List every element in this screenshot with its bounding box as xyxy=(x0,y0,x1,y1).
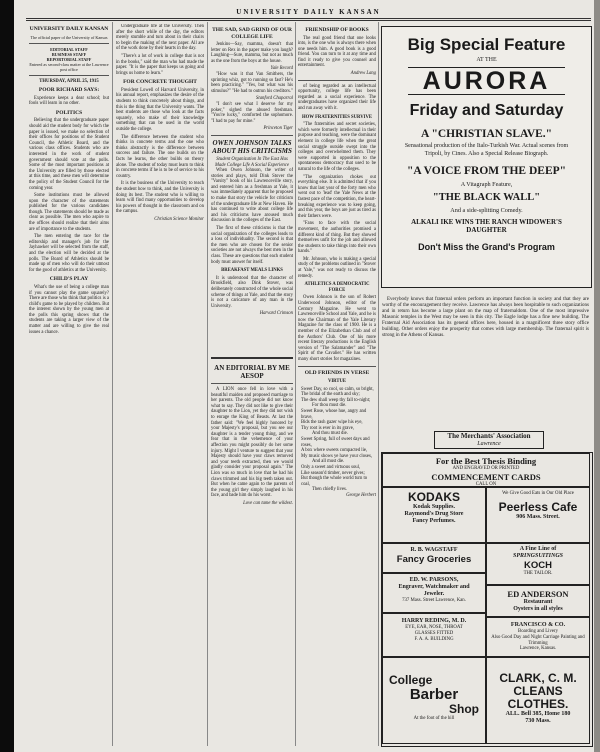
ad-footer: Don't Miss the Grand's Program xyxy=(418,242,555,252)
article-paragraph: The difference between the student who thinks in concrete terms and the one who thinks abstractly is the difference between success and failure. The one builds on the facts he learns, the other builds on theory alone. The student of today must learn to think in concrete terms if he is to be of service to his country. xyxy=(116,134,204,179)
clark-address: 730 Mass. xyxy=(525,718,551,724)
reding-doctor-ad xyxy=(382,613,486,657)
poem-line: And all must die. xyxy=(312,459,345,465)
heading-friendship-books: FRIENDSHIP OF BOOKS xyxy=(305,27,369,33)
column-four xyxy=(298,24,376,746)
wagstaff-ad xyxy=(382,543,486,573)
article-paragraph: It is the business of the University to teach the student how to think, and the University is doing its best. The student who is willing to learn will find many opportunities to develop his powers of thought in the classroom and on the campus. xyxy=(116,181,204,215)
subheading: BREAKFAST MEALS LINKS xyxy=(221,268,283,274)
article-source: Stanford Chaparral xyxy=(256,96,293,102)
reding-line-b: GLASSES FITTED xyxy=(414,630,454,636)
masthead-staff: BUSINESS STAFF xyxy=(51,51,87,57)
article-paragraph: Everybody knows that fraternal orders perform an important function in society and that they are worthy of the encouragement they receive. Lawrence has always been hospitable to such organizations and in return has become a large plant on the map of fraternaldom. One of the most impressive Masonic temples in the West may be seen in this city. The Eagle lodge has a fine new building. The Fraternal Aid Association has its general offices here, housed in a magnificent three story office building. Other orders enjoy the prosperity that comes with large membership. The fraternal spirit is strong in the Athens of Kansas. xyxy=(382,297,589,338)
column-editorial xyxy=(29,24,109,746)
poem-line: Sweet Day, so cool, so calm, so bright, xyxy=(301,386,374,392)
article-paragraph: "I don't see what I deserve for my poker," sighed the abused freshman. "You're lucky," comforted the sophomore. "I had to pay for mine." xyxy=(211,101,293,124)
article-paragraph: "Fans to face with the social movement, the authorities promised a different kind of thing. But they showed themselves unfit for the job and allowed the students to take things into their own hands." xyxy=(298,221,376,255)
article-paragraph: Some institutions must be allowed upon the character of the statements published for the various candidates though. The statements should be made as clear as possible. The men who aspire to the offices should realize that their aims are of importance to the students. xyxy=(29,193,109,232)
kodaks-ad xyxy=(382,487,486,543)
thesis-cards: COMMENCEMENT CARDS xyxy=(431,471,541,482)
tailor-sub: THE TAILOR. xyxy=(523,571,553,576)
poem-line: Sweet Rose, whose hue, angry and brave, xyxy=(301,409,367,420)
masthead-note: Entered as second-class matter at the Lawrence post office xyxy=(29,61,109,72)
barber-line-c: Shop xyxy=(449,702,479,716)
clark-line-c: CLOTHES. xyxy=(507,697,569,711)
column-rule xyxy=(378,22,379,746)
barber-location: At the foot of the hill xyxy=(413,716,455,721)
tailor-name: KOCH xyxy=(524,560,552,571)
merchants-association-box xyxy=(434,431,544,449)
column-rule xyxy=(295,22,296,746)
quote: Experience keeps a dear school; but fools will learn in no other. xyxy=(29,95,109,107)
article-paragraph: Believing that the undergraduate paper should aid the student body for which the paper is issued, we make no selection of their offices for positions of the Student Council, the Athletic Board, and the various class offices. Students who are interested in the work of student government should vote at the polls. Some of the most important positions at the University are filled by those elected at this time, and these men will determine the policy of the Student Council for the coming year. xyxy=(29,118,109,191)
college-barber-shop-ad xyxy=(382,657,486,744)
ad-theater-name: AURORA xyxy=(408,67,565,95)
anderson-name: ED ANDERSON xyxy=(507,589,569,599)
masthead-title: UNIVERSITY DAILY KANSAN xyxy=(29,26,109,32)
heading-sad-grind: THE SAD, SAD GRIND OF OUR COLLEGE LIFE xyxy=(212,27,292,40)
anderson-line-a: Restaurant xyxy=(523,599,553,605)
header-rule xyxy=(26,18,591,19)
poem-line: My music shows ye have your closes, xyxy=(301,453,372,459)
clark-line-b: CLEANS xyxy=(513,684,563,698)
issue-date: THURSDAY, APRIL 25, 1915 xyxy=(39,78,99,84)
kodaks-perfumes: Fancy Perfumes. xyxy=(412,518,456,524)
tailor-line-a: A Fine Line of xyxy=(519,546,557,552)
article-paragraph: Undergraduate life at the University. Then after the short while of the day, the editors merely stumble and turn about in their chairs to begin the making of the next paper. All are of the work done by their hearts in the day. xyxy=(116,24,204,52)
kodaks-title: KODAKS xyxy=(407,490,460,504)
thesis-binding-ad xyxy=(382,453,590,487)
ad-film-title: A "CHRISTIAN SLAVE." xyxy=(420,128,553,140)
header-rule-2 xyxy=(26,20,591,21)
heading-aesop: AN EDITORIAL BY ME AESOP xyxy=(214,364,290,380)
poem-line: But though the whole world turn to coal, xyxy=(301,476,368,487)
reding-line-a: EYE, EAR, NOSE, THROAT xyxy=(405,625,463,630)
ad-film-title: "A VOICE FROM THE DEEP" xyxy=(406,165,567,177)
clark-line-a: CLARK, C. M. xyxy=(499,671,577,685)
clark-cleaner-ad xyxy=(486,657,590,744)
ads-grid xyxy=(381,452,593,747)
kodaks-shop: Raymond's Drug Store xyxy=(404,511,464,517)
thesis-sub: AND ENGRAVED OR PRINTED xyxy=(452,466,520,471)
article-paragraph: Owen Johnson is the son of Robert Underwood Johnson, editor of the Century Magazine. He went to Lawrenceville School and Yale, and he is now the Chairman of the Yale Literary Magazine for the class of 1900. He is a member of the Elizabethan Club and of the Authors' Club. One of his more recent literary productions is the English version of "The Salamander" and "The Spirit of the Cavalier." He has written many short stories for magazines. xyxy=(298,295,376,362)
article-paragraph: "There's a lot of work in college that is not in the books," said the man who had made the paper. "It is the paper that keeps us going and brings us home to learn." xyxy=(116,53,204,76)
ad-headline: Big Special Feature xyxy=(407,35,566,54)
section-rule xyxy=(211,357,293,359)
poem-line: Like season'd timber, never gives; xyxy=(301,470,365,476)
article-paragraph: The real good friend that one looks into, is the one who is always there when one needs him. A good book is a good friend. You can turn to it at any time and find it ready to give you counsel and entertainment. xyxy=(298,35,376,69)
fraternal-orders-article xyxy=(382,297,589,429)
poem-line: The bridal of the earth and sky; xyxy=(301,392,360,398)
article-paragraph: of being regarded as an intellectual opportunity, college life has been regarded as a social experience. The undergraduates have organized their life and run away with it. xyxy=(298,83,376,112)
article-paragraph: "The fraternities and secret societies, which were formerly intellectual in their purpose and teaching, were the dominant element in college life when the great social struggle outside swept into the colleges and overwhelmed them. They were supported in opposition to the spontaneous democracy that used to be natural to the life of the colleges. xyxy=(298,122,376,172)
poem-line: And thou must die. xyxy=(312,431,348,437)
thesis-title: For the Best Thesis Binding xyxy=(435,456,537,466)
poem-line: Bids the rash gazer wipe his eye, xyxy=(301,420,363,426)
column-rule xyxy=(207,22,208,746)
column-three-lower xyxy=(211,361,293,746)
article-paragraph: The men entering the race for the editorship and manager's job for the Jayhawker will be selected from the staff, and the election will be decided at the polls. The Board of Athletics should be made up of men who will do their utmost for the good of athletics at the University. xyxy=(29,234,109,273)
ad-days: Friday and Saturday xyxy=(409,102,564,119)
reding-name: HARRY REDING, M. D. xyxy=(401,618,467,624)
article-subtitle: Student Organization In The East Has Made College Life A Social Experience xyxy=(215,156,289,168)
francisco-line-a: Boarding and Livery xyxy=(518,629,558,634)
reding-line-c: F. A. A. BUILDING xyxy=(414,636,454,642)
parsons-name: ED. W. PARSONS, xyxy=(409,577,459,583)
koch-tailor-ad xyxy=(486,543,590,585)
fable-text: A LION once fell in love with a beautiful maiden and proposed marriage to her parents. The old people did not know what to say. They did not like to give their daughter to the Lion, yet they did not wish to enrage the King of Beasts. At last the father said: "We feel highly honored by your Majesty's proposal, but you see our daughter is a tender young thing, and we fear that in the vehemence of your affection you might possibly do her some injury. Might I venture to suggest that your Majesty should have your claws removed and your teeth extracted, then we would gladly consider your proposal again." The Lion was so much in love that he had his claws trimmed and his big teeth taken out. But when he came again to the parents of the young girl they simply laughed in his face, and bade him do his worst. xyxy=(211,387,293,499)
article-paragraph: Mr. Johnson, who is making a special study of the problems outlined in "Stover at Yale," was not ready to discuss the remedy. xyxy=(298,256,376,279)
anderson-restaurant-ad xyxy=(486,585,590,617)
article-paragraph: Jenkins—Say, mamma, doesn't that letter on Rex in the paper make you laugh? Laughing—Sure, mamma, but not as much as the one from the boys at the house. xyxy=(211,42,293,64)
anderson-line-b: Oysters in all styles xyxy=(513,606,563,612)
poem-title: VIRTUE xyxy=(327,379,347,385)
fable-moral: Love can tame the wildest. xyxy=(243,500,293,506)
merchants-title: The Merchants' Association xyxy=(447,432,531,440)
masthead-staff: REPORTORIAL STAFF xyxy=(46,56,92,62)
francisco-line-b: Also Good Day and Night Carriage Painting and Trimming xyxy=(491,634,585,646)
masthead-staff: EDITORIAL STAFF xyxy=(50,46,88,52)
article-paragraph: When Owen Johnson, the writer of stories and plays, told Dink Stover the "Varsity" book of his Lawrenceville story, and entered him as a freshman at Yale, it was immediately apparent that he proposed to make that story the vehicle for criticism of the undergraduate life at New Haven. He has continued to write about college life and his criticisms have aroused much discussion in the colleges of the East. xyxy=(211,168,293,224)
heading-politics: POLITICS xyxy=(55,109,83,116)
article-source: Christian Science Monitor xyxy=(154,216,204,222)
merchants-city: Lawrence xyxy=(477,441,501,447)
column-three xyxy=(211,24,293,357)
wagstaff-title: Fancy Groceries xyxy=(396,554,472,565)
article-source: Andrew Lang xyxy=(350,71,376,77)
peerless-title: Peerless Cafe xyxy=(498,499,578,514)
heading-old-friends: OLD FRIENDS IN VERSE xyxy=(304,369,370,376)
article-paragraph: President Lowell of Harvard University, in his annual report, emphasizes the desire of the students to think concretely about things, and this is the thing that the University wants. The best students are those who look at the facts squarely, who make of their knowledge something that can be used in the world outside the college. xyxy=(116,87,204,132)
poem-line: Then chiefly lives. xyxy=(312,487,348,493)
ad-at-the: AT THE xyxy=(476,57,497,63)
peerless-cafe-ad xyxy=(486,487,590,543)
tailor-line-b: SPRINGSUITINGS xyxy=(512,553,563,559)
article-paragraph: It is understood that the character of Brookfield, also Dink Stover, was deliberately constructed of the whole social scheme of things at Yale, and that the story is not a caricature of any man in the University. xyxy=(211,275,293,309)
page-header: UNIVERSITY DAILY KANSAN xyxy=(236,8,381,16)
binding-edge xyxy=(0,0,14,752)
barber-line-a: College xyxy=(389,673,433,687)
poem-author: George Herbert xyxy=(346,492,376,498)
article-paragraph: The first of these criticisms is that the social organization of the colleges leads to a loss of individuality. The second is that the men who are chosen for the senior societies are not always the best men in the class. These are questions that each student body must answer for itself. xyxy=(211,226,293,265)
peerless-top: We Give Good Eats in Our Old Place xyxy=(502,491,574,496)
poem-line: Sweet Spring, full of sweet days and roses, xyxy=(301,437,370,448)
masthead-subtitle: The official paper of the University of Kansas xyxy=(30,34,108,40)
poem-line: A box where sweets compacted lie, xyxy=(301,448,368,454)
parsons-line-b: Jeweler. xyxy=(423,591,445,597)
poem-line: The dew shall weep thy fall to-night; xyxy=(301,397,371,403)
article-source: Yale Record xyxy=(270,66,293,72)
wagstaff-name: R. B. WAGSTAFF xyxy=(410,547,458,553)
ad-comedy-title: ALKALI IKE WINS THE RANCH WIDOWER'S DAUGHTER xyxy=(411,218,562,234)
poem-line: For thou must die. xyxy=(312,403,347,409)
kodaks-sub: Kodak Supplies. xyxy=(412,504,456,510)
poem-line: Thy root is ever in its grave, xyxy=(301,425,354,431)
article-source: Harvard Crimson xyxy=(259,311,293,317)
parsons-address: 737 Mass. Street Lawrence, Kan. xyxy=(402,598,466,603)
column-two xyxy=(116,24,204,746)
ad-film-title: "THE BLACK WALL" xyxy=(432,192,541,203)
ad-comedy-label: And a side-splitting Comedy. xyxy=(450,207,523,214)
ad-feature-label: A Vitagraph Feature, xyxy=(460,181,513,188)
poem xyxy=(298,387,376,493)
parsons-line-a: Engraver, Watchmaker and xyxy=(398,584,470,590)
francisco-livery-ad xyxy=(486,617,590,657)
article-source: Princeton Tiger xyxy=(263,126,293,132)
heading-concrete-thought: FOR CONCRETE THOUGHT xyxy=(123,79,197,86)
poem-line: Only a sweet and virtuous soul, xyxy=(301,464,361,470)
heading-childs-play: CHILD'S PLAY xyxy=(49,276,89,283)
clark-phone: ALL. Bell 385, Home 180 xyxy=(505,711,571,717)
francisco-line-c: Lawrence, Kansas. xyxy=(519,646,557,652)
subheading: ATHLETICS A DEMOCRATIC FORCE xyxy=(304,282,370,293)
francisco-name: FRANCISCO & CO. xyxy=(510,622,566,628)
page-edge xyxy=(594,0,600,752)
thesis-call: CALL ON xyxy=(475,481,497,487)
subheading: HOW FRATERNITIES SURVIVE xyxy=(302,114,372,120)
article-paragraph: "How was it that Van Smithers, the sprinting whiz, got to running so fast? He's been practicing." "Yes, but what was his stimulus?" "He had to outrun his creditors." xyxy=(211,71,293,94)
aurora-theater-ad xyxy=(381,26,592,288)
ad-film-description: Sensational production of the Italo-Turkish War. Actual scenes from Tripoli, by Cines. Also a Special Release Biograph. xyxy=(404,143,569,157)
barber-line-b: Barber xyxy=(409,686,459,703)
column-rule xyxy=(112,22,113,746)
article-paragraph: What's the use of being a college man if you cannot play the game squarely? There are those who think that politics is a child's game to be played by children. But the interest shown by the young men at the polls this spring shows that the students are taking a larger view of the matter and are willing to give the real issues a chance. xyxy=(29,284,109,335)
article-paragraph: "The organization chokes out everything else. It is admitted that if you know that last year of the forty men who went out to 'lead' the Yale News at the fastest pace of the competition, the heart-breaking experience was to keep going, and this year, the boys are just as tired as their fathers were. xyxy=(298,174,376,219)
heading-owen-johnson: OWEN JOHNSON TALKS ABOUT HIS CRITICISMS xyxy=(212,138,292,155)
parsons-jeweler-ad xyxy=(382,573,486,613)
peerless-address: 906 Mass. Street. xyxy=(516,513,560,520)
heading-poor-richard: POOR RICHARD SAYS: xyxy=(38,87,100,94)
